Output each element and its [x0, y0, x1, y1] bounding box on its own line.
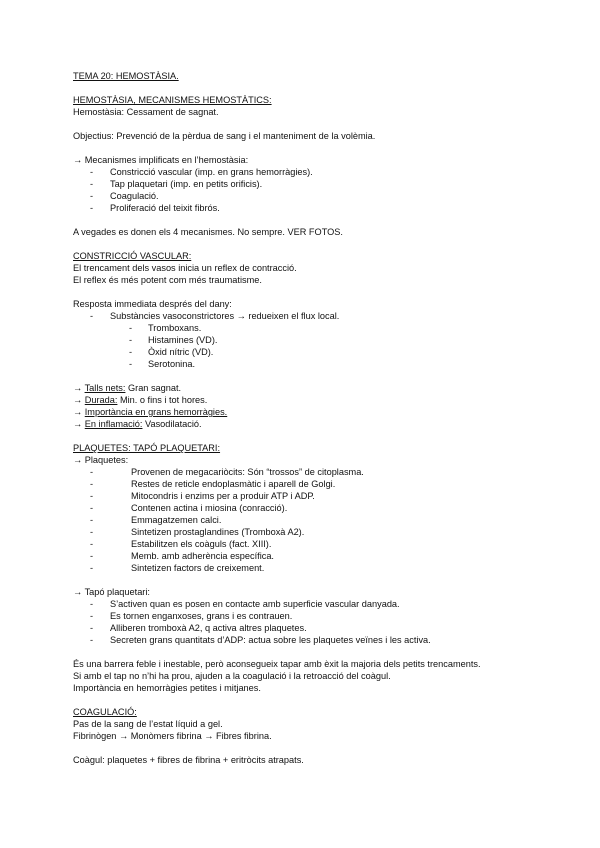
- list-item: - Constricció vascular (imp. en grans hemorràgies).: [90, 167, 313, 177]
- mechanisms-intro: → Mecanismes implificats en l’hemostàsia:: [73, 155, 249, 165]
- arrow-line: → En inflamació: Vasodilatació.: [73, 419, 202, 429]
- list-item: - Sintetizen factors de creixement.: [90, 563, 265, 573]
- list-item: - Contenen actina i miosina (conracció).: [90, 503, 288, 513]
- text-line: Si amb el tap no n’hi ha prou, ajuden a la coagulació i la retroacció del coàgul.: [73, 671, 391, 681]
- doc-title: TEMA 20: HEMOSTÀSIA.: [73, 71, 179, 81]
- list-item: - Alliberen tromboxà A2, q activa altres plaquetes.: [90, 623, 307, 633]
- list-item: - Sintetizen prostaglandines (Tromboxà A2).: [90, 527, 305, 537]
- list-item: - Secreten grans quantitats d’ADP: actua sobre les plaquetes veïnes i les activa.: [90, 635, 431, 645]
- list-item: - Provenen de megacariòcits: Són “trossos” de citoplasma.: [90, 467, 364, 477]
- list-item: - Restes de reticle endoplasmàtic i aparell de Golgi.: [90, 479, 336, 489]
- list-item: - Tap plaquetari (imp. en petits orificis).: [90, 179, 263, 189]
- text-line: El reflex és més potent com més traumatisme.: [73, 275, 262, 285]
- sub-list-item: - Histamines (VD).: [129, 335, 218, 345]
- tap-intro: → Tapó plaquetari:: [73, 587, 150, 597]
- arrow-line: → Talls nets: Gran sagnat.: [73, 383, 182, 393]
- list-item: - Mitocondris i enzims per a produir ATP i ADP.: [90, 491, 315, 501]
- list-item: - Es tornen enganxoses, grans i es contrauen.: [90, 611, 293, 621]
- sub-list-item: - Tromboxans.: [129, 323, 202, 333]
- text-line: Pas de la sang de l’estat líquid a gel.: [73, 719, 223, 729]
- sub-list-item: - Òxid nítric (VD).: [129, 347, 214, 357]
- definition-line: Hemostàsia: Cessament de sagnat.: [73, 107, 219, 117]
- text-line: Coàgul: plaquetes + fibres de fibrina + eritròcits atrapats.: [73, 755, 304, 765]
- list-item: - Emmagatzemen calci.: [90, 515, 222, 525]
- text-line: El trencament dels vasos inicia un reflex de contracció.: [73, 263, 297, 273]
- list-item: - Memb. amb adherència específica.: [90, 551, 274, 561]
- response-line: Resposta immediata després del dany:: [73, 299, 232, 309]
- plaquetes-intro: → Plaquetes:: [73, 455, 129, 465]
- objective-line: Objectius: Prevenció de la pèrdua de sang i el manteniment de la volèmia.: [73, 131, 376, 141]
- text-line: Fibrinògen → Monòmers fibrina → Fibres fibrina.: [73, 731, 272, 741]
- note-line: A vegades es donen els 4 mecanismes. No sempre. VER FOTOS.: [73, 227, 343, 237]
- list-item: - Estabilitzen els coàguls (fact. XIII).: [90, 539, 272, 549]
- document-page: [73, 70, 573, 766]
- text-line: Importància en hemorràgies petites i mitjanes.: [73, 683, 261, 693]
- section-heading-constriccio: CONSTRICCIÓ VASCULAR:: [73, 251, 192, 261]
- sub-list-item: - Serotonina.: [129, 359, 195, 369]
- list-item: - Substàncies vasoconstrictores → redueixen el flux local.: [90, 311, 340, 321]
- text-line: És una barrera feble i inestable, però aconsegueix tapar amb èxit la majoria dels petits trencaments.: [73, 659, 481, 669]
- section-heading-plaquetes: PLAQUETES: TAPÓ PLAQUETARI:: [73, 443, 221, 453]
- arrow-line: → Importància en grans hemorràgies.: [73, 407, 228, 417]
- list-item: - S’activen quan es posen en contacte amb superficie vascular danyada.: [90, 599, 400, 609]
- list-item: - Proliferació del teixit fibrós.: [90, 203, 220, 213]
- arrow-line: → Durada: Min. o fins i tot hores.: [73, 395, 208, 405]
- section-heading-coagulacio: COAGULACIÓ:: [73, 707, 137, 717]
- section-heading-hemostasia: HEMOSTÀSIA, MECANISMES HEMOSTÀTICS:: [73, 95, 272, 105]
- list-item: - Coagulació.: [90, 191, 159, 201]
